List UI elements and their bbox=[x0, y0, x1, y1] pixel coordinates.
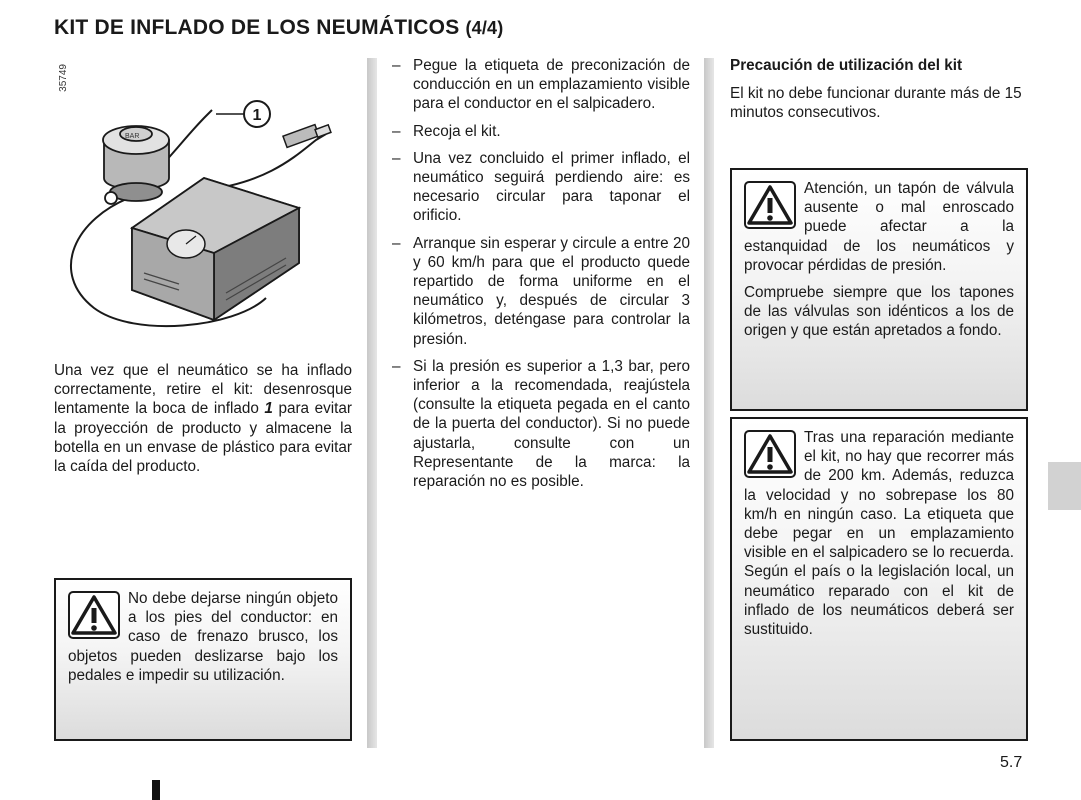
list-item: – Si la presión es superior a 1,3 bar, pero inferior a la recomendada, reajústela (consulte la etiqueta pegada en el canto de la puerta del conductor). Si no puede ajustarla, consulte con un Representante de la marca: la reparación no es posible. bbox=[392, 357, 690, 491]
column-divider bbox=[704, 58, 714, 748]
gauge-label: BAR bbox=[125, 133, 140, 140]
figure-code: 35749 bbox=[58, 64, 69, 92]
warning-text: Tras una reparación mediante el kit, no hay que recorrer más de 200 km. Además, reduzca la velocidad y no sobrepase los 80 km/h en ningún caso. La etiqueta que debe pegar en un emplazamiento visible en el salpicadero se lo recuerda. Según el país o la legislación local, un neumático reparado con el kit de inflado de los neumáticos deberá ser sustituido. bbox=[744, 429, 1014, 639]
print-crop-mark bbox=[152, 780, 160, 800]
warning-text: No debe dejarse ningún objeto a los pies del conductor: en caso de frenazo brusco, los objetos pueden deslizarse bajo los pedales e impedir su utilización. bbox=[68, 590, 338, 684]
list-item: – Una vez concluido el primer inflado, el neumático seguirá perdiendo aire: es necesario circular para taponar el orificio. bbox=[392, 149, 690, 225]
paragraph-text: Una vez que el neumático se ha inflado correctamente, retire el kit: desenrosque lentamente la boca de inflado bbox=[54, 362, 352, 418]
power-cable bbox=[204, 134, 326, 190]
inflation-paragraph bbox=[54, 361, 352, 476]
list-item: – Arranque sin esperar y circule a entre 20 y 60 km/h para que el producto quede repartido de forma uniforme en el neumático y, después de circular 3 kilómetros, deténgase para controlar la presión. bbox=[392, 234, 690, 348]
paragraph-text-end: para evitar la proyección de producto y almacene la botella en un envase de plástico para evitar la caída del producto. bbox=[54, 400, 352, 476]
inflation-kit-illustration bbox=[54, 58, 354, 348]
page-title bbox=[54, 16, 503, 40]
warning-box-pedals bbox=[54, 578, 352, 741]
page-title-part: (4/4) bbox=[465, 18, 504, 38]
chapter-tab bbox=[1048, 462, 1081, 510]
warning-box-after-repair bbox=[730, 417, 1028, 741]
warning-box-valve-caps bbox=[730, 168, 1028, 411]
kit-precaution-section bbox=[730, 56, 1028, 123]
section-heading: Precaución de utilización del kit bbox=[730, 57, 963, 74]
list-item: – Pegue la etiqueta de preconización de conducción en un emplazamiento visible para el conductor en el salpicadero. bbox=[392, 57, 690, 113]
warning-icon bbox=[68, 591, 120, 639]
callout-number: 1 bbox=[252, 107, 262, 124]
paragraph-ref: 1 bbox=[264, 400, 273, 418]
warning-text: Atención, un tapón de válvula ausente o mal enroscado puede afectar a la estanquidad de los neumáticos y provocar pérdidas de presión. bbox=[744, 180, 1014, 274]
warning-icon bbox=[744, 430, 796, 478]
compressor bbox=[132, 178, 299, 320]
list-item: – Recoja el kit. bbox=[392, 122, 501, 140]
warning-icon bbox=[744, 181, 796, 229]
section-intro: El kit no debe funcionar durante más de 15 minutos consecutivos. bbox=[730, 85, 1022, 122]
column-divider bbox=[367, 58, 377, 748]
warning-text: Compruebe siempre que los tapones de las válvulas son idénticos a los de origen y que están apretados a fondo. bbox=[744, 284, 1014, 340]
page-number: 5.7 bbox=[1000, 754, 1023, 771]
procedure-list bbox=[392, 56, 690, 499]
page-title-text: KIT DE INFLADO DE LOS NEUMÁTICOS bbox=[54, 16, 460, 39]
pressure-gauge bbox=[167, 230, 205, 258]
